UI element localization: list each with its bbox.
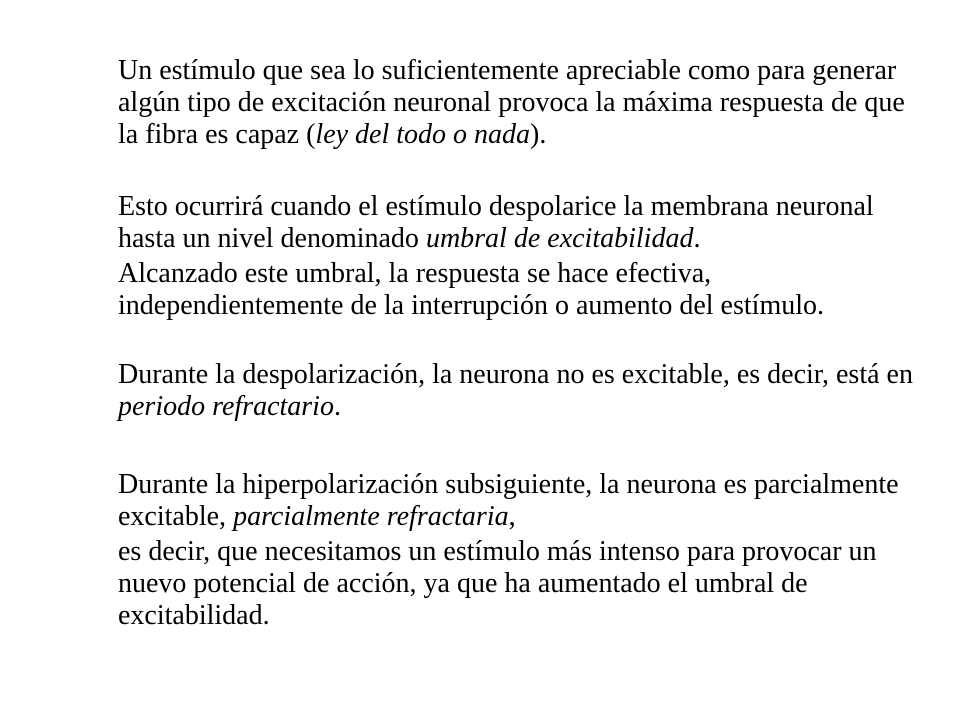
paragraph-excitability-threshold (118, 191, 928, 255)
paragraph-text-end: , (508, 501, 516, 532)
emphasis-excitability-threshold: umbral de excitabilidad (425, 223, 694, 254)
paragraph-all-or-nothing-law (118, 55, 928, 151)
paragraph-text-end: . (693, 223, 701, 254)
paragraph-text: es decir, que necesitamos un estímulo más intenso para provocar un nuevo potencial de acción, ya que ha aumentado el umbral de excitabilidad. (118, 536, 877, 631)
emphasis-refractory-period: periodo refractario (118, 391, 334, 422)
paragraph-text: Durante la hiperpolarización subsiguiente, la neurona es parcialmente excitable, (118, 469, 899, 532)
paragraph-text-end: ). (530, 119, 547, 150)
paragraph-threshold-reached (118, 258, 928, 322)
paragraph-refractory-period (118, 359, 928, 423)
emphasis-all-or-nothing-law: ley del todo o nada (315, 119, 531, 150)
paragraph-text: Durante la despolarización, la neurona no es excitable, es decir, está en (118, 359, 913, 390)
paragraph-text-end: . (333, 391, 341, 422)
emphasis-partially-refractory: parcialmente refractaria (233, 501, 509, 532)
paragraph-hyperpolarization (118, 469, 928, 533)
paragraph-text: Un estímulo que sea lo suficientemente apreciable como para generar algún tipo de excitación neuronal provoca la máxima respuesta de que la fibra es capaz ( (118, 55, 905, 150)
paragraph-stronger-stimulus (118, 536, 928, 632)
paragraph-text: Esto ocurrirá cuando el estímulo despolarice la membrana neuronal hasta un nivel denominado (118, 191, 874, 254)
paragraph-text: Alcanzado este umbral, la respuesta se hace efectiva, independientemente de la interrupción o aumento del estímulo. (118, 258, 825, 321)
